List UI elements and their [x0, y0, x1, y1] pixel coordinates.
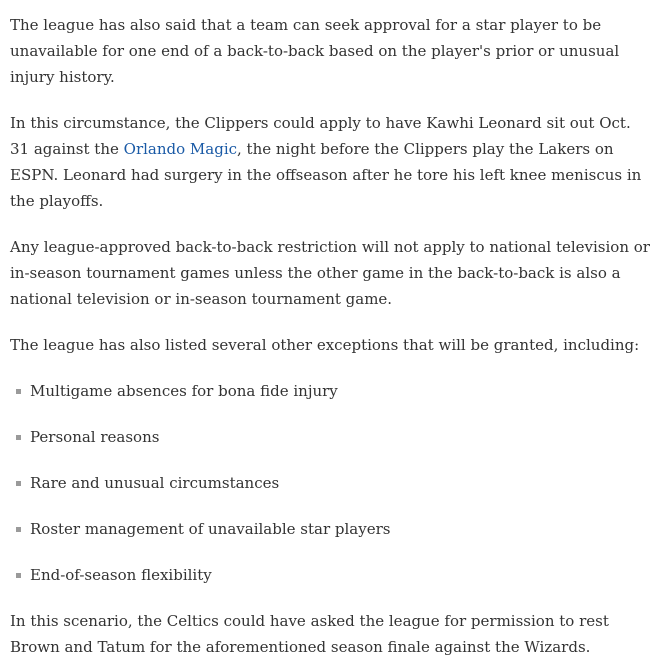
square-bullet-icon	[16, 389, 21, 394]
paragraph-national-tv-restriction: Any league-approved back-to-back restriction will not apply to national television or in-season tournament games unless the other game in the back-to-back is also a national television or in-season tournament game.	[10, 238, 650, 308]
paragraph-exceptions-intro: The league has also listed several other exceptions that will be granted, including:	[10, 336, 640, 354]
square-bullet-icon	[16, 481, 21, 486]
paragraph-clippers-example	[10, 110, 653, 214]
orlando-magic-link[interactable]: Orlando Magic	[123, 140, 238, 158]
list-item-text: Personal reasons	[30, 428, 160, 446]
paragraph-injury-history: The league has also said that a team can seek approval for a star player to be unavailable for one end of a back-to-back based on the player's prior or unusual injury history.	[10, 16, 620, 86]
paragraph-text-after-link: , the night before the Clippers play the Lakers on ESPN. Leonard had surgery in the offseason after he tore his left knee meniscus in the playoffs.	[10, 140, 642, 210]
square-bullet-icon	[16, 527, 21, 532]
square-bullet-icon	[16, 435, 21, 440]
list-item	[10, 562, 653, 588]
exceptions-list	[10, 378, 653, 588]
list-item-text: Multigame absences for bona fide injury	[30, 382, 338, 400]
paragraph-celtics-scenario: In this scenario, the Celtics could have asked the league for permission to rest Brown and Tatum for the aforementioned season finale against the Wizards.	[10, 612, 609, 656]
list-item	[10, 516, 653, 542]
paragraph-text-before-link: In this circumstance, the Clippers could apply to have Kawhi Leonard sit out Oct. 31 against the	[10, 114, 631, 158]
square-bullet-icon	[16, 573, 21, 578]
list-item	[10, 470, 653, 496]
list-item-text: End-of-season flexibility	[30, 566, 212, 584]
list-item-text: Roster management of unavailable star players	[30, 520, 391, 538]
list-item	[10, 378, 653, 404]
list-item	[10, 424, 653, 450]
list-item-text: Rare and unusual circumstances	[30, 474, 280, 492]
